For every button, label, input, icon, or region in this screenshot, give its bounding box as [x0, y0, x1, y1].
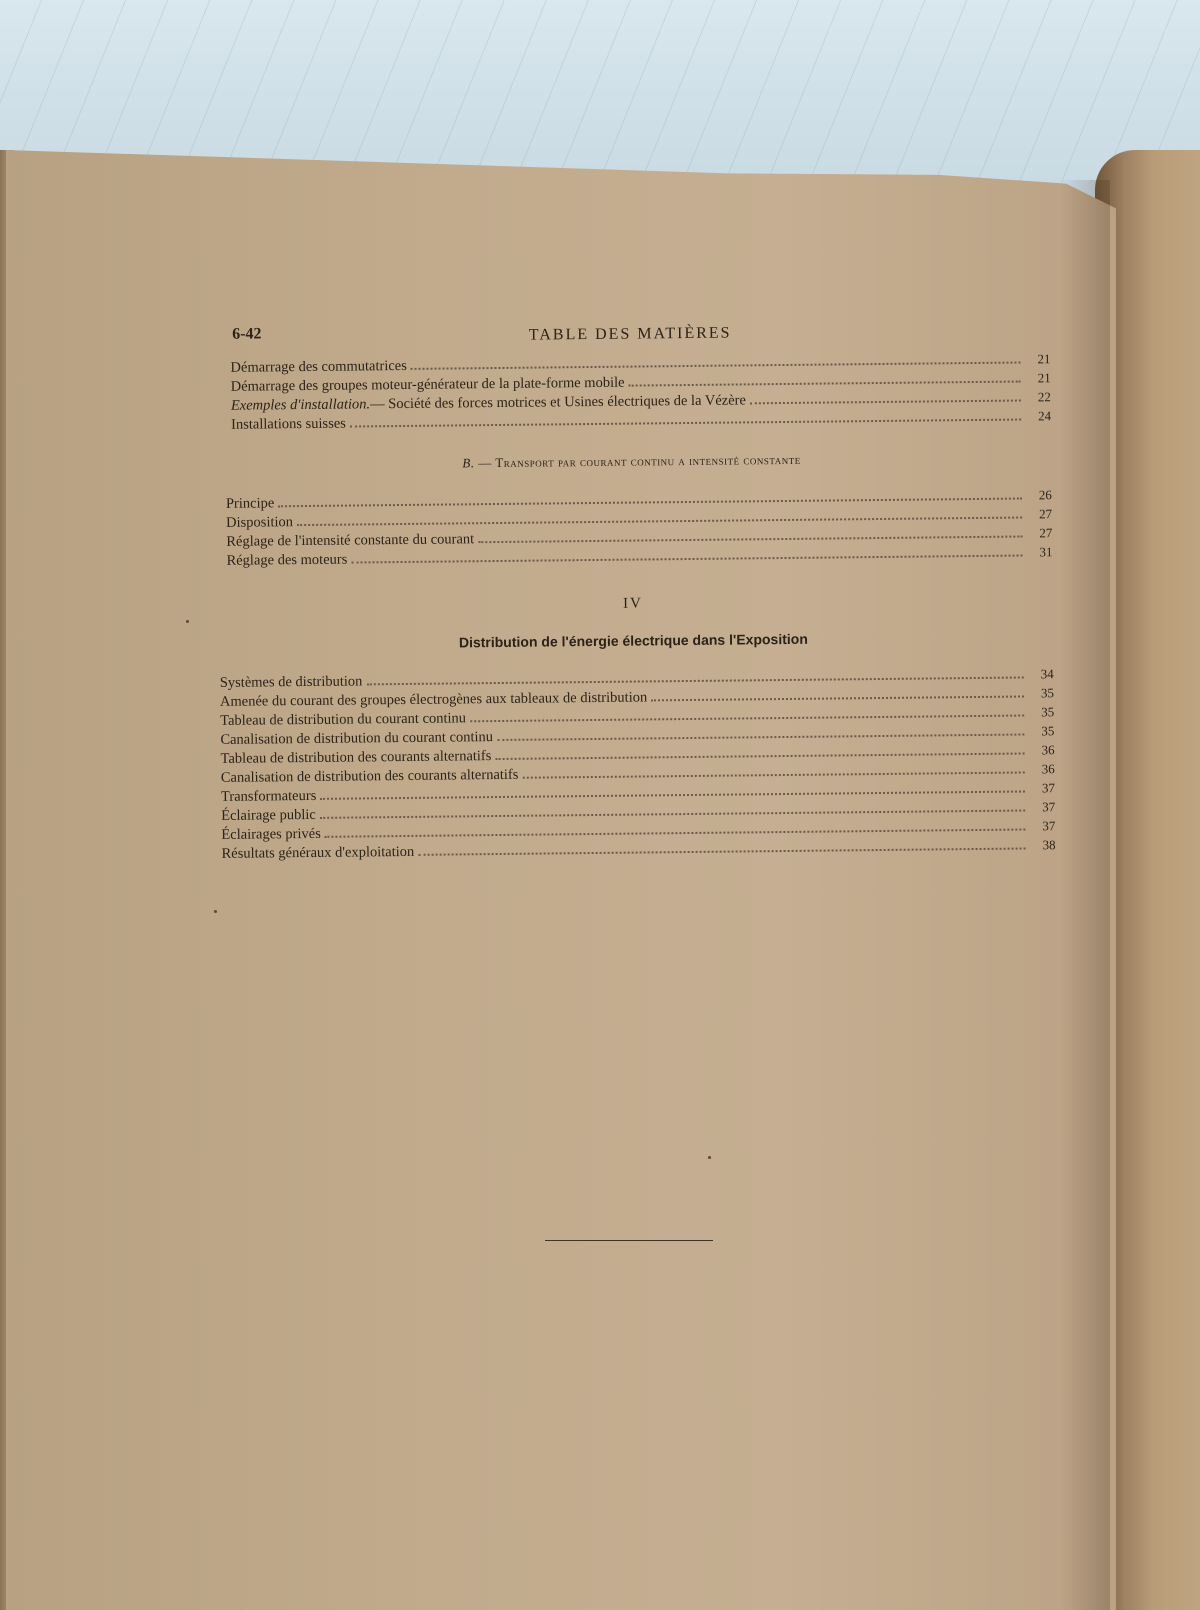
- section-b-letter: B.: [462, 455, 475, 471]
- toc-entry-page: 24: [1037, 408, 1052, 424]
- page-gutter-shadow: [1060, 180, 1110, 1610]
- section-b-heading: [211, 449, 1051, 474]
- section-b-entries: [212, 485, 1053, 570]
- toc-entry-page: 35: [1040, 685, 1055, 701]
- toc-entry-page: 36: [1041, 761, 1055, 777]
- dot-leader: [628, 369, 1020, 387]
- toc-entry-page: 21: [1037, 351, 1051, 367]
- toc-entry-label-italic: Exemples d'installation.: [230, 396, 371, 414]
- toc-entry-page: 31: [1039, 544, 1053, 560]
- toc-entry-page: 36: [1041, 742, 1055, 758]
- dot-leader: [278, 486, 1022, 508]
- dot-leader: [366, 664, 1024, 685]
- section-b-title: — Transport par courant continu a intensité constante: [478, 451, 801, 471]
- toc-entry-page: 22: [1037, 389, 1051, 405]
- toc-entry-label: Éclairage public: [221, 806, 316, 824]
- toc-entry-label: Tableau de distribution des courants alternatifs: [220, 748, 492, 767]
- page-number: 6-42: [232, 325, 262, 343]
- toc-entry-label: Canalisation de distribution des courants alternatifs: [220, 766, 519, 786]
- part-iv-entries: [214, 664, 1056, 863]
- ink-speck: [214, 910, 217, 913]
- toc-entry-page: 37: [1042, 799, 1056, 815]
- toc-entry-page: 35: [1041, 704, 1055, 720]
- toc-entry-label: Amenée du courant des groupes électrogènes aux tableaux de distribution: [219, 689, 648, 710]
- toc-entry-page: 37: [1041, 780, 1056, 796]
- ink-speck: [186, 620, 189, 623]
- toc-entry-page: 21: [1037, 370, 1051, 386]
- toc-entry-label: Disposition: [226, 514, 294, 531]
- toc-entry-label: Démarrage des groupes moteur-générateur de la plate-forme mobile: [230, 374, 625, 395]
- dot-leader: [750, 388, 1021, 405]
- toc-entry-label: Réglage des moteurs: [226, 551, 348, 569]
- section-a-entries: [210, 349, 1051, 434]
- ink-speck: [708, 1156, 711, 1159]
- toc-entry-page: 35: [1041, 723, 1055, 739]
- toc-entry-page: 34: [1040, 666, 1054, 682]
- toc-entry-label: Éclairages privés: [221, 825, 321, 843]
- table-of-contents: [210, 311, 1056, 863]
- part-title: Distribution de l'énergie électrique dans l'Exposition: [458, 630, 808, 651]
- toc-entry-label: Résultats généraux d'exploitation: [221, 843, 415, 862]
- toc-entry-page: 27: [1038, 506, 1053, 522]
- toc-entry-label: Systèmes de distribution: [219, 673, 363, 691]
- toc-entry-label: Réglage de l'intensité constante du courant: [226, 531, 475, 550]
- part-numeral: IV: [622, 595, 643, 612]
- toc-entry-page: 37: [1042, 818, 1056, 834]
- toc-entry-page: 38: [1042, 837, 1056, 853]
- dot-leader: [651, 683, 1024, 701]
- toc-entry-label: Démarrage des commutatrices: [230, 357, 407, 376]
- toc-entry-label: Installations suisses: [231, 415, 346, 433]
- toc-entry-page: 26: [1038, 487, 1052, 503]
- toc-entry-label: Principe: [225, 495, 275, 512]
- toc-entry-page: 27: [1039, 525, 1053, 541]
- page-title: TABLE DES MATIÈRES: [528, 324, 732, 344]
- toc-entry-label: Transformateurs: [220, 787, 317, 805]
- toc-entry-label: Tableau de distribution du courant continu: [220, 710, 467, 729]
- toc-entry-label: — Société des forces motrices et Usines électriques de la Vézère: [370, 392, 746, 413]
- toc-entry-label: Canalisation de distribution du courant continu: [220, 729, 494, 748]
- closing-rule: [545, 1240, 713, 1241]
